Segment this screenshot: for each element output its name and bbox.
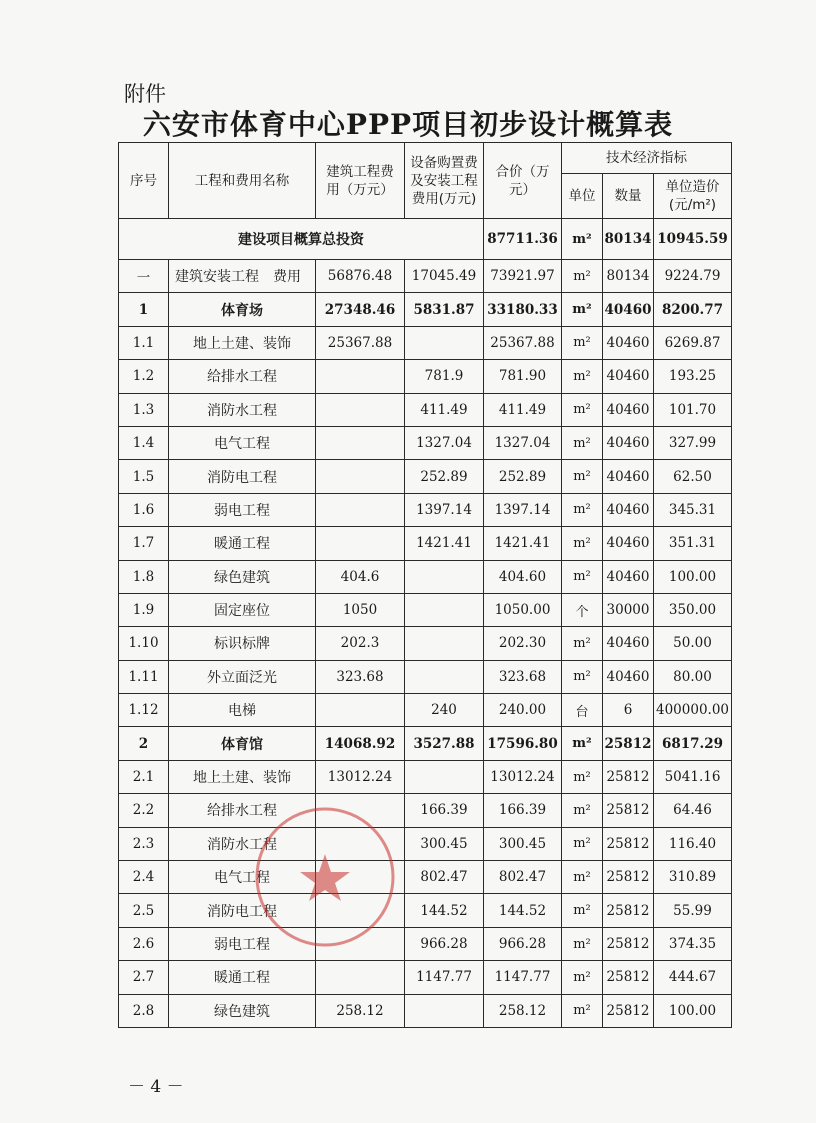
equipment-cell: 802.47 [405, 861, 484, 894]
unit-cost-cell: 8200.77 [654, 293, 732, 326]
seq-cell: 1.11 [119, 660, 169, 693]
total-cell: 1397.14 [484, 493, 562, 526]
seq-cell: 2.8 [119, 994, 169, 1027]
total-cell: 13012.24 [484, 760, 562, 793]
seq-cell: 1.4 [119, 426, 169, 459]
unit-cell: m² [562, 994, 603, 1027]
quantity-cell: 25812 [603, 894, 654, 927]
quantity-cell: 25812 [603, 927, 654, 960]
name-cell: 消防电工程 [169, 894, 316, 927]
equipment-cell: 240 [405, 694, 484, 727]
equipment-cell: 3527.88 [405, 727, 484, 760]
name-cell: 绿色建筑 [169, 560, 316, 593]
unit-cost-cell: 101.70 [654, 393, 732, 426]
quantity-cell: 80134 [603, 260, 654, 293]
total-row-label: 建设项目概算总投资 [119, 219, 484, 260]
equipment-cell: 166.39 [405, 794, 484, 827]
name-cell: 外立面泛光 [169, 660, 316, 693]
table-row [119, 426, 732, 459]
construction-cell [316, 694, 405, 727]
construction-cell [316, 360, 405, 393]
unit-cell: m² [562, 861, 603, 894]
total-cell: 300.45 [484, 827, 562, 860]
name-cell: 给排水工程 [169, 794, 316, 827]
unit-cell: m² [562, 560, 603, 593]
table-row [119, 460, 732, 493]
seq-cell: 2.7 [119, 961, 169, 994]
total-cell: 404.60 [484, 560, 562, 593]
page-number: － 4 － [128, 1077, 184, 1097]
table-row [119, 994, 732, 1027]
unit-cell: m² [562, 760, 603, 793]
quantity-cell: 40460 [603, 326, 654, 359]
construction-cell: 323.68 [316, 660, 405, 693]
table-row [119, 660, 732, 693]
quantity-cell: 6 [603, 694, 654, 727]
seq-cell: 1.1 [119, 326, 169, 359]
quantity-cell: 40460 [603, 660, 654, 693]
quantity-cell: 25812 [603, 727, 654, 760]
seq-cell: 1.2 [119, 360, 169, 393]
construction-cell: 14068.92 [316, 727, 405, 760]
table-row [119, 326, 732, 359]
header-name: 工程和费用名称 [169, 143, 316, 219]
header-construction: 建筑工程费用（万元） [316, 143, 405, 219]
seq-cell: 1.7 [119, 527, 169, 560]
construction-cell [316, 927, 405, 960]
total-cell: 17596.80 [484, 727, 562, 760]
unit-cost-cell: 50.00 [654, 627, 732, 660]
unit-cell: m² [562, 360, 603, 393]
name-cell: 绿色建筑 [169, 994, 316, 1027]
table-row [119, 727, 732, 760]
unit-cell: m² [562, 426, 603, 459]
name-cell: 固定座位 [169, 593, 316, 626]
unit-cost-cell: 193.25 [654, 360, 732, 393]
header-seq: 序号 [119, 143, 169, 219]
header-tech-group: 技术经济指标 [562, 143, 732, 174]
total-row-unit-cost: 10945.59 [654, 219, 732, 260]
header-unit: 单位 [562, 174, 603, 219]
total-cell: 33180.33 [484, 293, 562, 326]
table-row [119, 794, 732, 827]
total-cell: 258.12 [484, 994, 562, 1027]
header-equipment: 设备购置费及安装工程费用(万元) [405, 143, 484, 219]
table-row [119, 393, 732, 426]
quantity-cell: 40460 [603, 360, 654, 393]
name-cell: 电梯 [169, 694, 316, 727]
construction-cell: 25367.88 [316, 326, 405, 359]
table-row [119, 627, 732, 660]
table-row [119, 827, 732, 860]
unit-cost-cell: 6269.87 [654, 326, 732, 359]
name-cell: 暖通工程 [169, 961, 316, 994]
name-cell: 弱电工程 [169, 493, 316, 526]
name-cell: 体育馆 [169, 727, 316, 760]
unit-cost-cell: 374.35 [654, 927, 732, 960]
quantity-cell: 40460 [603, 393, 654, 426]
quantity-cell: 25812 [603, 861, 654, 894]
seq-cell: 1 [119, 293, 169, 326]
total-cell: 252.89 [484, 460, 562, 493]
total-cell: 966.28 [484, 927, 562, 960]
equipment-cell: 1327.04 [405, 426, 484, 459]
name-cell: 消防电工程 [169, 460, 316, 493]
seq-cell: 1.6 [119, 493, 169, 526]
construction-cell [316, 393, 405, 426]
seq-cell: 一 [119, 260, 169, 293]
table-row [119, 293, 732, 326]
quantity-cell: 40460 [603, 493, 654, 526]
name-cell: 标识标牌 [169, 627, 316, 660]
unit-cost-cell: 6817.29 [654, 727, 732, 760]
unit-cost-cell: 327.99 [654, 426, 732, 459]
total-cell: 323.68 [484, 660, 562, 693]
unit-cost-cell: 444.67 [654, 961, 732, 994]
quantity-cell: 30000 [603, 593, 654, 626]
unit-cost-cell: 62.50 [654, 460, 732, 493]
total-cell: 1327.04 [484, 426, 562, 459]
total-cell: 240.00 [484, 694, 562, 727]
quantity-cell: 25812 [603, 961, 654, 994]
construction-cell [316, 961, 405, 994]
construction-cell: 404.6 [316, 560, 405, 593]
total-cell: 411.49 [484, 393, 562, 426]
construction-cell [316, 794, 405, 827]
unit-cost-cell: 351.31 [654, 527, 732, 560]
table-row [119, 560, 732, 593]
total-cell: 144.52 [484, 894, 562, 927]
unit-cost-cell: 100.00 [654, 560, 732, 593]
total-cell: 802.47 [484, 861, 562, 894]
table-row [119, 861, 732, 894]
name-cell: 地上土建、装饰 [169, 760, 316, 793]
table-row [119, 493, 732, 526]
construction-cell [316, 861, 405, 894]
unit-cell: m² [562, 293, 603, 326]
unit-cost-cell: 400000.00 [654, 694, 732, 727]
seq-cell: 1.8 [119, 560, 169, 593]
unit-cost-cell: 9224.79 [654, 260, 732, 293]
unit-cell: m² [562, 260, 603, 293]
name-cell: 消防水工程 [169, 393, 316, 426]
total-cell: 73921.97 [484, 260, 562, 293]
construction-cell [316, 827, 405, 860]
unit-cost-cell: 100.00 [654, 994, 732, 1027]
seq-cell: 2.1 [119, 760, 169, 793]
unit-cell: 个 [562, 593, 603, 626]
equipment-cell: 1421.41 [405, 527, 484, 560]
construction-cell: 56876.48 [316, 260, 405, 293]
equipment-cell: 144.52 [405, 894, 484, 927]
unit-cell: 台 [562, 694, 603, 727]
unit-cell: m² [562, 927, 603, 960]
total-cell: 25367.88 [484, 326, 562, 359]
equipment-cell [405, 760, 484, 793]
quantity-cell: 40460 [603, 527, 654, 560]
table-row [119, 961, 732, 994]
construction-cell: 27348.46 [316, 293, 405, 326]
equipment-cell [405, 326, 484, 359]
total-cell: 781.90 [484, 360, 562, 393]
unit-cell: m² [562, 961, 603, 994]
equipment-cell [405, 994, 484, 1027]
quantity-cell: 25812 [603, 827, 654, 860]
equipment-cell: 252.89 [405, 460, 484, 493]
construction-cell [316, 527, 405, 560]
total-cell: 1147.77 [484, 961, 562, 994]
table-row [119, 927, 732, 960]
construction-cell: 202.3 [316, 627, 405, 660]
construction-cell: 1050 [316, 593, 405, 626]
table-row [119, 694, 732, 727]
equipment-cell: 781.9 [405, 360, 484, 393]
total-cell: 1050.00 [484, 593, 562, 626]
budget-table [118, 142, 732, 1028]
seq-cell: 1.5 [119, 460, 169, 493]
unit-cell: m² [562, 326, 603, 359]
unit-cost-cell: 55.99 [654, 894, 732, 927]
total-cell: 166.39 [484, 794, 562, 827]
unit-cost-cell: 80.00 [654, 660, 732, 693]
seq-cell: 2 [119, 727, 169, 760]
unit-cost-cell: 116.40 [654, 827, 732, 860]
table-row [119, 593, 732, 626]
seq-cell: 2.5 [119, 894, 169, 927]
seq-cell: 1.10 [119, 627, 169, 660]
table-row [119, 527, 732, 560]
unit-cell: m² [562, 493, 603, 526]
header-unit-cost: 单位造价(元/m²) [654, 174, 732, 219]
unit-cell: m² [562, 727, 603, 760]
table-row [119, 260, 732, 293]
total-row-quantity: 80134 [603, 219, 654, 260]
quantity-cell: 40460 [603, 627, 654, 660]
construction-cell [316, 426, 405, 459]
name-cell: 给排水工程 [169, 360, 316, 393]
unit-cell: m² [562, 660, 603, 693]
total-cell: 1421.41 [484, 527, 562, 560]
seq-cell: 1.3 [119, 393, 169, 426]
name-cell: 建筑安装工程 费用 [169, 260, 316, 293]
page-title: 六安市体育中心PPP项目初步设计概算表 [142, 108, 674, 141]
unit-cell: m² [562, 794, 603, 827]
header-quantity: 数量 [603, 174, 654, 219]
attachment-label: 附件 [124, 82, 166, 106]
quantity-cell: 40460 [603, 460, 654, 493]
unit-cost-cell: 345.31 [654, 493, 732, 526]
unit-cell: m² [562, 827, 603, 860]
seq-cell: 1.9 [119, 593, 169, 626]
header-total: 合价（万元） [484, 143, 562, 219]
equipment-cell: 300.45 [405, 827, 484, 860]
total-cell: 202.30 [484, 627, 562, 660]
equipment-cell [405, 560, 484, 593]
construction-cell [316, 493, 405, 526]
name-cell: 电气工程 [169, 426, 316, 459]
total-row [119, 219, 732, 260]
table-row [119, 360, 732, 393]
quantity-cell: 25812 [603, 994, 654, 1027]
name-cell: 消防水工程 [169, 827, 316, 860]
quantity-cell: 40460 [603, 560, 654, 593]
name-cell: 暖通工程 [169, 527, 316, 560]
unit-cost-cell: 310.89 [654, 861, 732, 894]
seq-cell: 1.12 [119, 694, 169, 727]
construction-cell [316, 894, 405, 927]
unit-cost-cell: 5041.16 [654, 760, 732, 793]
unit-cell: m² [562, 460, 603, 493]
seq-cell: 2.6 [119, 927, 169, 960]
unit-cell: m² [562, 894, 603, 927]
equipment-cell: 5831.87 [405, 293, 484, 326]
quantity-cell: 40460 [603, 293, 654, 326]
name-cell: 电气工程 [169, 861, 316, 894]
equipment-cell: 1397.14 [405, 493, 484, 526]
table-row [119, 760, 732, 793]
construction-cell [316, 460, 405, 493]
name-cell: 弱电工程 [169, 927, 316, 960]
seq-cell: 2.2 [119, 794, 169, 827]
construction-cell: 258.12 [316, 994, 405, 1027]
total-row-unit: m² [562, 219, 603, 260]
table-row [119, 894, 732, 927]
seq-cell: 2.4 [119, 861, 169, 894]
equipment-cell [405, 660, 484, 693]
unit-cell: m² [562, 393, 603, 426]
unit-cost-cell: 350.00 [654, 593, 732, 626]
equipment-cell: 966.28 [405, 927, 484, 960]
equipment-cell [405, 593, 484, 626]
quantity-cell: 40460 [603, 426, 654, 459]
construction-cell: 13012.24 [316, 760, 405, 793]
unit-cell: m² [562, 627, 603, 660]
name-cell: 体育场 [169, 293, 316, 326]
unit-cost-cell: 64.46 [654, 794, 732, 827]
quantity-cell: 25812 [603, 760, 654, 793]
seq-cell: 2.3 [119, 827, 169, 860]
name-cell: 地上土建、装饰 [169, 326, 316, 359]
unit-cell: m² [562, 527, 603, 560]
quantity-cell: 25812 [603, 794, 654, 827]
total-row-total: 87711.36 [484, 219, 562, 260]
equipment-cell: 1147.77 [405, 961, 484, 994]
equipment-cell: 411.49 [405, 393, 484, 426]
equipment-cell [405, 627, 484, 660]
equipment-cell: 17045.49 [405, 260, 484, 293]
